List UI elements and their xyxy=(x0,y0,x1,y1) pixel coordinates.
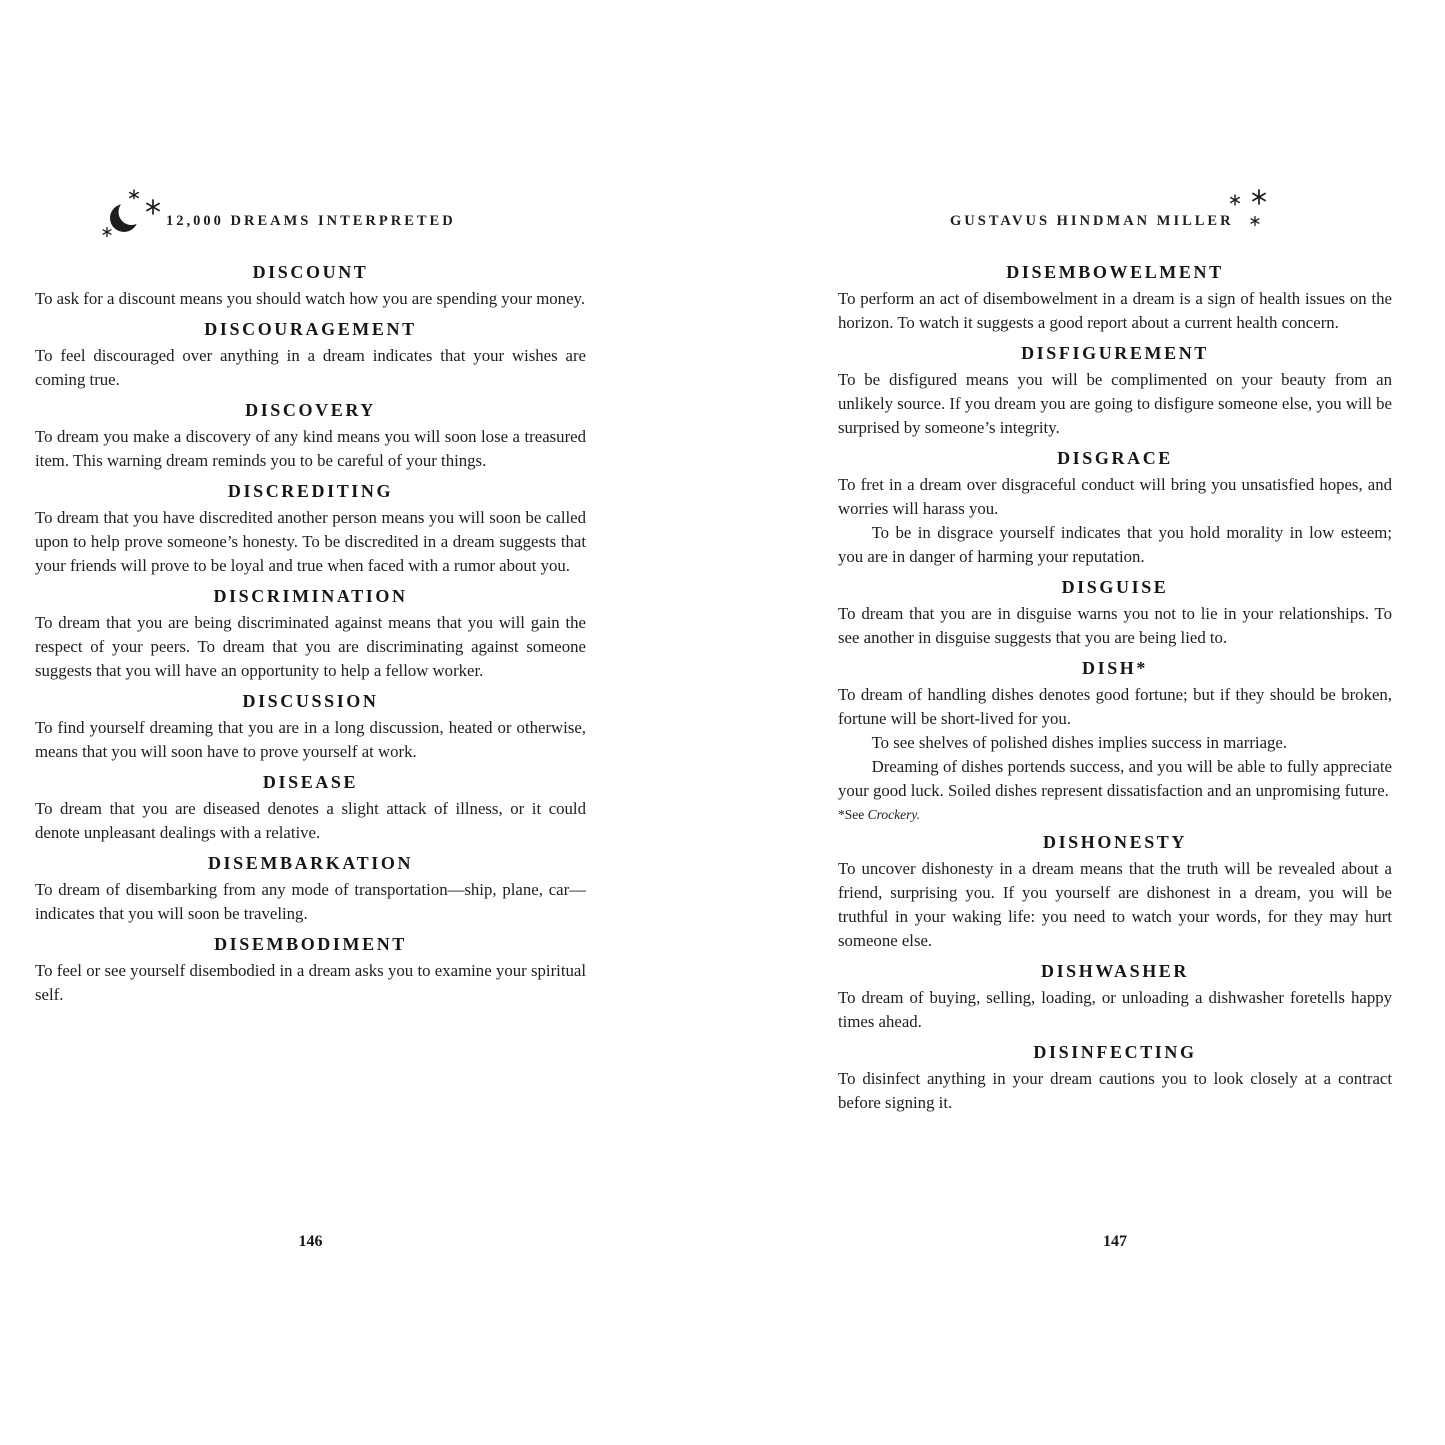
entry-term: DISCREDITING xyxy=(227,481,394,501)
entry-term: DISEMBODIMENT xyxy=(214,934,407,954)
entry-term: DISEMBARKATION xyxy=(207,853,414,873)
entry-definition: To dream that you are in disguise warns you not to lie in your relationships. To see another in disguise suggests that you are being lied to. xyxy=(838,604,1392,647)
entry-footnote xyxy=(838,806,1392,824)
three-stars-icon xyxy=(1226,188,1272,228)
entry-definition: To dream that you have discredited another person means you will soon be called upon to help prove someone’s honesty. To be discredited in a dream suggests that your friends will prove to be loyal and true when faced with a rumor about you. xyxy=(35,508,586,575)
entry-definition: Dreaming of dishes portends success, and you will be able to fully appreciate your good luck. Soiled dishes represent dissatisfaction and an unpromising future. xyxy=(838,757,1392,800)
entry-definition: To dream of buying, selling, loading, or unloading a dishwasher foretells happy times ahead. xyxy=(838,988,1392,1031)
entry-term: DISCUSSION xyxy=(242,691,379,711)
entry-definition: To dream that you are being discriminated against means that you will gain the respect of your peers. To dream that you are discriminating against someone suggests that you will have an opportunity to help a fellow worker. xyxy=(35,613,586,680)
entry-term: DISFIGUREMENT xyxy=(1021,343,1209,363)
entry-term: DISCOVERY xyxy=(245,400,376,420)
dictionary-entry xyxy=(838,1042,1392,1115)
entry-term: DISHWASHER xyxy=(1040,961,1190,981)
entry-definition: To feel discouraged over anything in a dream indicates that your wishes are coming true. xyxy=(35,346,586,389)
dictionary-entry xyxy=(35,319,586,392)
dictionary-entry xyxy=(35,262,586,311)
entry-term: DISINFECTING xyxy=(1033,1042,1197,1062)
crescent-moon-stars-icon xyxy=(101,187,161,239)
entry-term: DISCRIMINATION xyxy=(213,586,408,606)
dictionary-entry xyxy=(35,934,586,1007)
entry-definition: To uncover dishonesty in a dream means that the truth will be revealed about a friend, surprising you. If you yourself are dishonest in a dream, you will be truthful in your waking life: you need to watch your words, for they may hurt someone else. xyxy=(838,859,1392,950)
entry-definition: To ask for a discount means you should watch how you are spending your money. xyxy=(35,289,586,308)
page-number-left: 146 xyxy=(298,1233,323,1250)
dictionary-entry xyxy=(838,343,1392,440)
entry-term: DISGUISE xyxy=(1061,577,1169,597)
dictionary-entry xyxy=(838,832,1392,953)
dictionary-entry xyxy=(35,586,586,683)
dictionary-entry xyxy=(838,961,1392,1034)
dictionary-entry xyxy=(35,400,586,473)
dictionary-entry xyxy=(35,853,586,926)
entry-definition: To dream of handling dishes denotes good fortune; but if they should be broken, fortune will be short-lived for you. xyxy=(838,685,1392,728)
entry-definition: To dream that you are diseased denotes a slight attack of illness, or it could denote unpleasant dealings with a relative. xyxy=(35,799,586,842)
dictionary-entry xyxy=(35,772,586,845)
page-left xyxy=(35,186,586,1276)
entry-definition: To fret in a dream over disgraceful conduct will bring you unsatisfied hopes, and worries will harass you. xyxy=(838,475,1392,518)
entry-term: DISGRACE xyxy=(1057,448,1173,468)
entry-term: DISHONESTY xyxy=(1042,832,1188,852)
entries-column-left xyxy=(35,262,586,1007)
entry-definition: To feel or see yourself disembodied in a dream asks you to examine your spiritual self. xyxy=(35,961,586,1004)
footnote-prefix: *See xyxy=(838,807,868,822)
book-title: 12,000 DREAMS INTERPRETED xyxy=(166,213,456,229)
dictionary-entry xyxy=(35,481,586,578)
dictionary-entry xyxy=(838,658,1392,824)
author-name: GUSTAVUS HINDMAN MILLER xyxy=(950,213,1234,229)
entry-term: DISH* xyxy=(1081,658,1148,678)
entry-definition: To dream of disembarking from any mode of transportation—ship, plane, car—indicates that you will soon be traveling. xyxy=(35,880,586,923)
right-running-header xyxy=(838,186,1392,244)
entry-definition: To see shelves of polished dishes implies success in marriage. xyxy=(871,733,1288,752)
entry-definition: To dream you make a discovery of any kind means you will soon lose a treasured item. This warning dream reminds you to be careful of your things. xyxy=(35,427,586,470)
dictionary-entry xyxy=(838,262,1392,335)
entry-definition: To disinfect anything in your dream cautions you to look closely at a contract before signing it. xyxy=(838,1069,1392,1112)
entry-term: DISCOURAGEMENT xyxy=(204,319,417,339)
entries-column-right xyxy=(838,262,1392,1115)
entry-term: DISEMBOWELMENT xyxy=(1006,262,1224,282)
left-running-header xyxy=(35,186,586,244)
dictionary-entry xyxy=(838,448,1392,569)
dictionary-entry xyxy=(838,577,1392,650)
dictionary-entry xyxy=(35,691,586,764)
entry-definition: To be disfigured means you will be complimented on your beauty from an unlikely source. If you dream you are going to disfigure someone else, you will be surprised by someone’s integrity. xyxy=(838,370,1392,437)
entry-definition: To find yourself dreaming that you are in a long discussion, heated or otherwise, means that you will soon have to prove yourself at work. xyxy=(35,718,586,761)
entry-term: DISEASE xyxy=(262,772,359,792)
footnote-reference: Crockery. xyxy=(867,807,920,822)
entry-term: DISCOUNT xyxy=(252,262,369,282)
entry-definition: To perform an act of disembowelment in a dream is a sign of health issues on the horizon. To watch it suggests a good report about a current health concern. xyxy=(838,289,1392,332)
entry-definition: To be in disgrace yourself indicates that you hold morality in low esteem; you are in danger of harming your reputation. xyxy=(838,523,1392,566)
page-right xyxy=(838,186,1392,1276)
page-number-right: 147 xyxy=(1103,1233,1127,1250)
